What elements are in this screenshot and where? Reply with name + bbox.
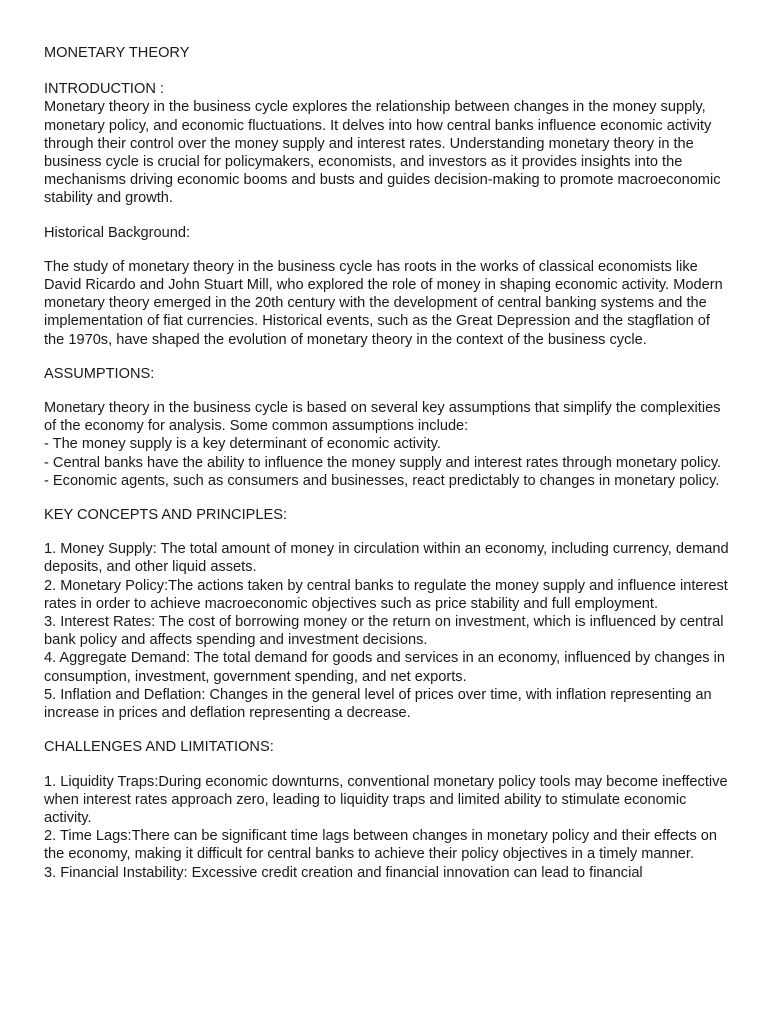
key-concept-item: 5. Inflation and Deflation: Changes in the general level of prices over time, with inflation representing an increase in prices and deflation representing a decrease.: [44, 686, 712, 722]
assumption-item: - The money supply is a key determinant of economic activity.: [44, 436, 441, 453]
introduction-heading: INTRODUCTION :: [44, 81, 164, 98]
assumptions-heading: ASSUMPTIONS:: [44, 365, 155, 382]
document-title: MONETARY THEORY: [44, 45, 190, 61]
challenges-heading: CHALLENGES AND LIMITATIONS:: [44, 739, 274, 756]
assumptions-intro: Monetary theory in the business cycle is based on several key assumptions that simplify the complexities of the economy for analysis. Some common assumptions include:: [44, 400, 721, 435]
challenge-item: 3. Financial Instability: Excessive credit creation and financial innovation can lead to financial: [44, 864, 643, 881]
introduction-paragraph: Monetary theory in the business cycle explores the relationship between changes in the money supply, monetary policy, and economic fluctuations. It delves into how central banks influence economic activity through their control over the money supply and interest rates. Understanding monetary theory in the business cycle is crucial for policymakers, economists, and investors as it provides insights into the mechanisms driving economic booms and busts and guides decision-making to promote macroeconomic stability and growth.: [44, 99, 721, 207]
challenge-item: 1. Liquidity Traps:During economic downturns, conventional monetary policy tools may become ineffective when interest rates approach zero, leading to liquidity traps and limited ability to stimulate economic activity.: [44, 773, 728, 826]
assumption-item: - Central banks have the ability to influence the money supply and interest rates through monetary policy.: [44, 454, 722, 471]
challenge-item: 2. Time Lags:There can be significant time lags between changes in monetary policy and their effects on the economy, making it difficult for central banks to achieve their policy objectives in a timely manner.: [44, 828, 718, 863]
historical-heading: Historical Background:: [44, 224, 191, 241]
historical-paragraph: The study of monetary theory in the business cycle has roots in the works of classical economists like David Ricardo and John Stuart Mill, who explored the role of money in shaping economic activity. Modern monetary theory emerged in the 20th century with the development of central banking systems and the implementation of fiat currencies. Historical events, such as the Great Depression and the stagflation of the 1970s, have shaped the evolution of monetary theory in the context of the business cycle.: [44, 258, 723, 348]
assumption-item: - Economic agents, such as consumers and businesses, react predictably to changes in monetary policy.: [44, 472, 720, 489]
key-concepts-heading: KEY CONCEPTS AND PRINCIPLES:: [44, 507, 288, 524]
key-concept-item: 4. Aggregate Demand: The total demand for goods and services in an economy, influenced by changes in consumption, investment, government spending, and net exports.: [44, 650, 725, 685]
key-concept-item: 3. Interest Rates: The cost of borrowing money or the return on investment, which is influenced by central bank policy and affects spending and investment decisions.: [44, 614, 724, 649]
key-concept-item: 1. Money Supply: The total amount of money in circulation within an economy, including currency, demand deposits, and other liquid assets.: [44, 541, 729, 576]
key-concept-item: 2. Monetary Policy:The actions taken by central banks to regulate the money supply and influence interest rates in order to achieve macroeconomic objectives such as price stability and full employment.: [44, 577, 728, 612]
document-page: [44, 44, 734, 882]
